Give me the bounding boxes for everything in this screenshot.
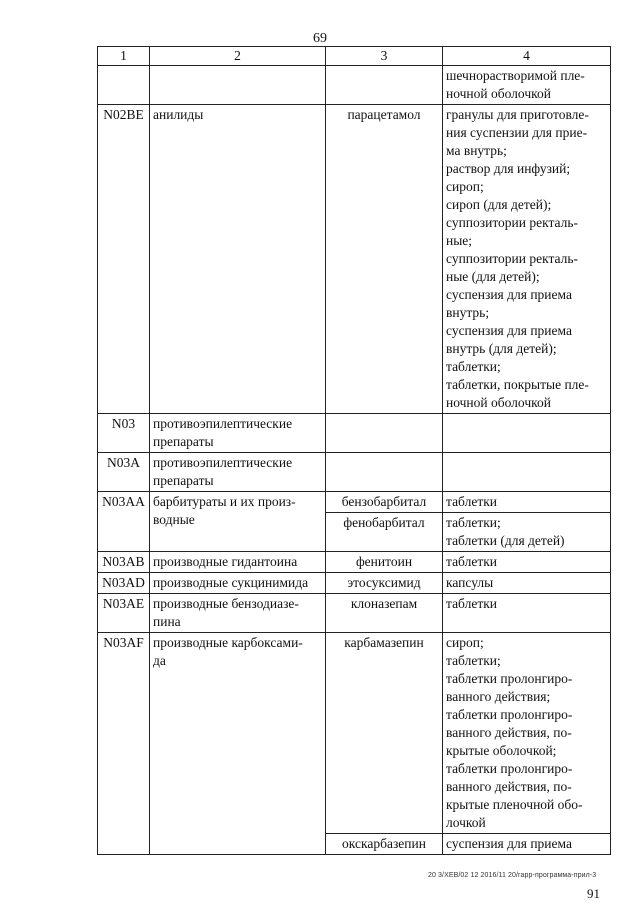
dosage-form-line: таблетки пролонгиро- [446, 761, 573, 776]
table-row [98, 453, 611, 492]
group-line: водные [153, 512, 195, 527]
document-reference: 20 3/ХЕВ/02 12 2016/11 20/гарр-программа-прил-3 [428, 872, 597, 879]
substance-cell: клоназепам [326, 594, 443, 633]
dosage-form-cell [443, 594, 611, 633]
table-row [98, 105, 611, 414]
dosage-form-line: внутрь; [446, 305, 490, 320]
dosage-form-line: сироп (для детей); [446, 197, 552, 212]
dosage-form-cell [443, 834, 611, 855]
atc-code-cell: N03A [98, 453, 150, 492]
dosage-form-cell [443, 573, 611, 594]
substance-cell: фенобарбитал [326, 513, 443, 552]
dosage-form-cell [443, 105, 611, 414]
dosage-form-line: ные (для детей); [446, 269, 540, 284]
substance-cell: фенитоин [326, 552, 443, 573]
atc-code-cell [98, 66, 150, 105]
dosage-form-cell [443, 552, 611, 573]
atc-code-cell: N02BE [98, 105, 150, 414]
dosage-form-line: таблетки, покрытые пле- [446, 377, 589, 392]
column-header: 3 [326, 47, 443, 66]
dosage-form-line: суппозитории ректаль- [446, 251, 579, 266]
dosage-form-line: ные; [446, 233, 473, 248]
dosage-form-line: внутрь (для детей); [446, 341, 557, 356]
dosage-form-line: ночной оболочкой [446, 86, 551, 101]
table-row [98, 66, 611, 105]
dosage-form-line: ма внутрь; [446, 143, 507, 158]
medications-table [97, 46, 611, 855]
column-header: 2 [150, 47, 326, 66]
group-cell [150, 633, 326, 855]
group-cell [150, 66, 326, 105]
group-line: производные карбоксами- [153, 635, 303, 650]
atc-code-cell: N03AF [98, 633, 150, 855]
table-row [98, 573, 611, 594]
dosage-form-line: ванного действия, по- [446, 779, 572, 794]
table-row [98, 414, 611, 453]
dosage-form-line: крытые пленочной обо- [446, 797, 583, 812]
dosage-form-line: шечнорастворимой пле- [446, 68, 585, 83]
group-line: препараты [153, 434, 214, 449]
page-number: 69 [313, 31, 327, 46]
dosage-form-line: сироп; [446, 635, 484, 650]
dosage-form-line: таблетки [446, 554, 498, 569]
substance-cell [326, 453, 443, 492]
dosage-form-cell [443, 66, 611, 105]
atc-code-cell: N03 [98, 414, 150, 453]
dosage-form-line: суспензия для приема [446, 323, 572, 338]
dosage-form-line: таблетки; [446, 653, 501, 668]
dosage-form-line: суспензия для приема [446, 287, 572, 302]
dosage-form-line: капсулы [446, 575, 494, 590]
substance-cell: парацетамол [326, 105, 443, 414]
dosage-form-line: ванного действия; [446, 689, 551, 704]
substance-cell: этосуксимид [326, 573, 443, 594]
group-line: барбитураты и их произ- [153, 494, 296, 509]
group-cell [150, 492, 326, 552]
atc-code-cell: N03AE [98, 594, 150, 633]
dosage-form-line: крытые оболочкой; [446, 743, 557, 758]
group-line: да [153, 653, 166, 668]
substance-cell [326, 414, 443, 453]
dosage-form-cell [443, 414, 611, 453]
column-header: 4 [443, 47, 611, 66]
dosage-form-line: таблетки пролонгиро- [446, 671, 573, 686]
dosage-form-cell [443, 633, 611, 834]
group-line: противоэпилептические [153, 416, 293, 431]
group-line: пина [153, 614, 181, 629]
dosage-form-cell [443, 513, 611, 552]
dosage-form-line: суспензия для приема [446, 836, 572, 851]
dosage-form-cell [443, 492, 611, 513]
group-cell: производные сукцинимида [150, 573, 326, 594]
group-cell [150, 414, 326, 453]
group-cell [150, 594, 326, 633]
table-row [98, 492, 611, 513]
dosage-form-line: таблетки пролонгиро- [446, 707, 573, 722]
dosage-form-line: таблетки [446, 596, 498, 611]
atc-code-cell: N03AA [98, 492, 150, 552]
group-line: противоэпилептические [153, 455, 293, 470]
substance-cell: карбамазепин [326, 633, 443, 834]
atc-code-cell: N03AB [98, 552, 150, 573]
table-row [98, 552, 611, 573]
dosage-form-line: ванного действия, по- [446, 725, 572, 740]
substance-cell: окскарбазепин [326, 834, 443, 855]
dosage-form-line: суппозитории ректаль- [446, 215, 579, 230]
table-header-row [98, 47, 611, 66]
dosage-form-line: лочкой [446, 815, 486, 830]
table-row [98, 633, 611, 834]
dosage-form-line: таблетки (для детей) [446, 533, 565, 548]
column-header: 1 [98, 47, 150, 66]
dosage-form-line: таблетки; [446, 359, 501, 374]
table-row [98, 594, 611, 633]
group-cell [150, 453, 326, 492]
dosage-form-cell [443, 453, 611, 492]
dosage-form-line: таблетки; [446, 515, 501, 530]
dosage-form-line: сироп; [446, 179, 484, 194]
dosage-form-line: раствор для инфузий; [446, 161, 571, 176]
page-index: 91 [587, 886, 600, 901]
dosage-form-line: таблетки [446, 494, 498, 509]
dosage-form-line: ния суспензии для прие- [446, 125, 588, 140]
group-cell: анилиды [150, 105, 326, 414]
atc-code-cell: N03AD [98, 573, 150, 594]
dosage-form-line: гранулы для приготовле- [446, 107, 589, 122]
group-line: препараты [153, 473, 214, 488]
group-line: производные бензодиазе- [153, 596, 299, 611]
dosage-form-line: ночной оболочкой [446, 395, 551, 410]
group-cell: производные гидантоина [150, 552, 326, 573]
substance-cell: бензобарбитал [326, 492, 443, 513]
substance-cell [326, 66, 443, 105]
